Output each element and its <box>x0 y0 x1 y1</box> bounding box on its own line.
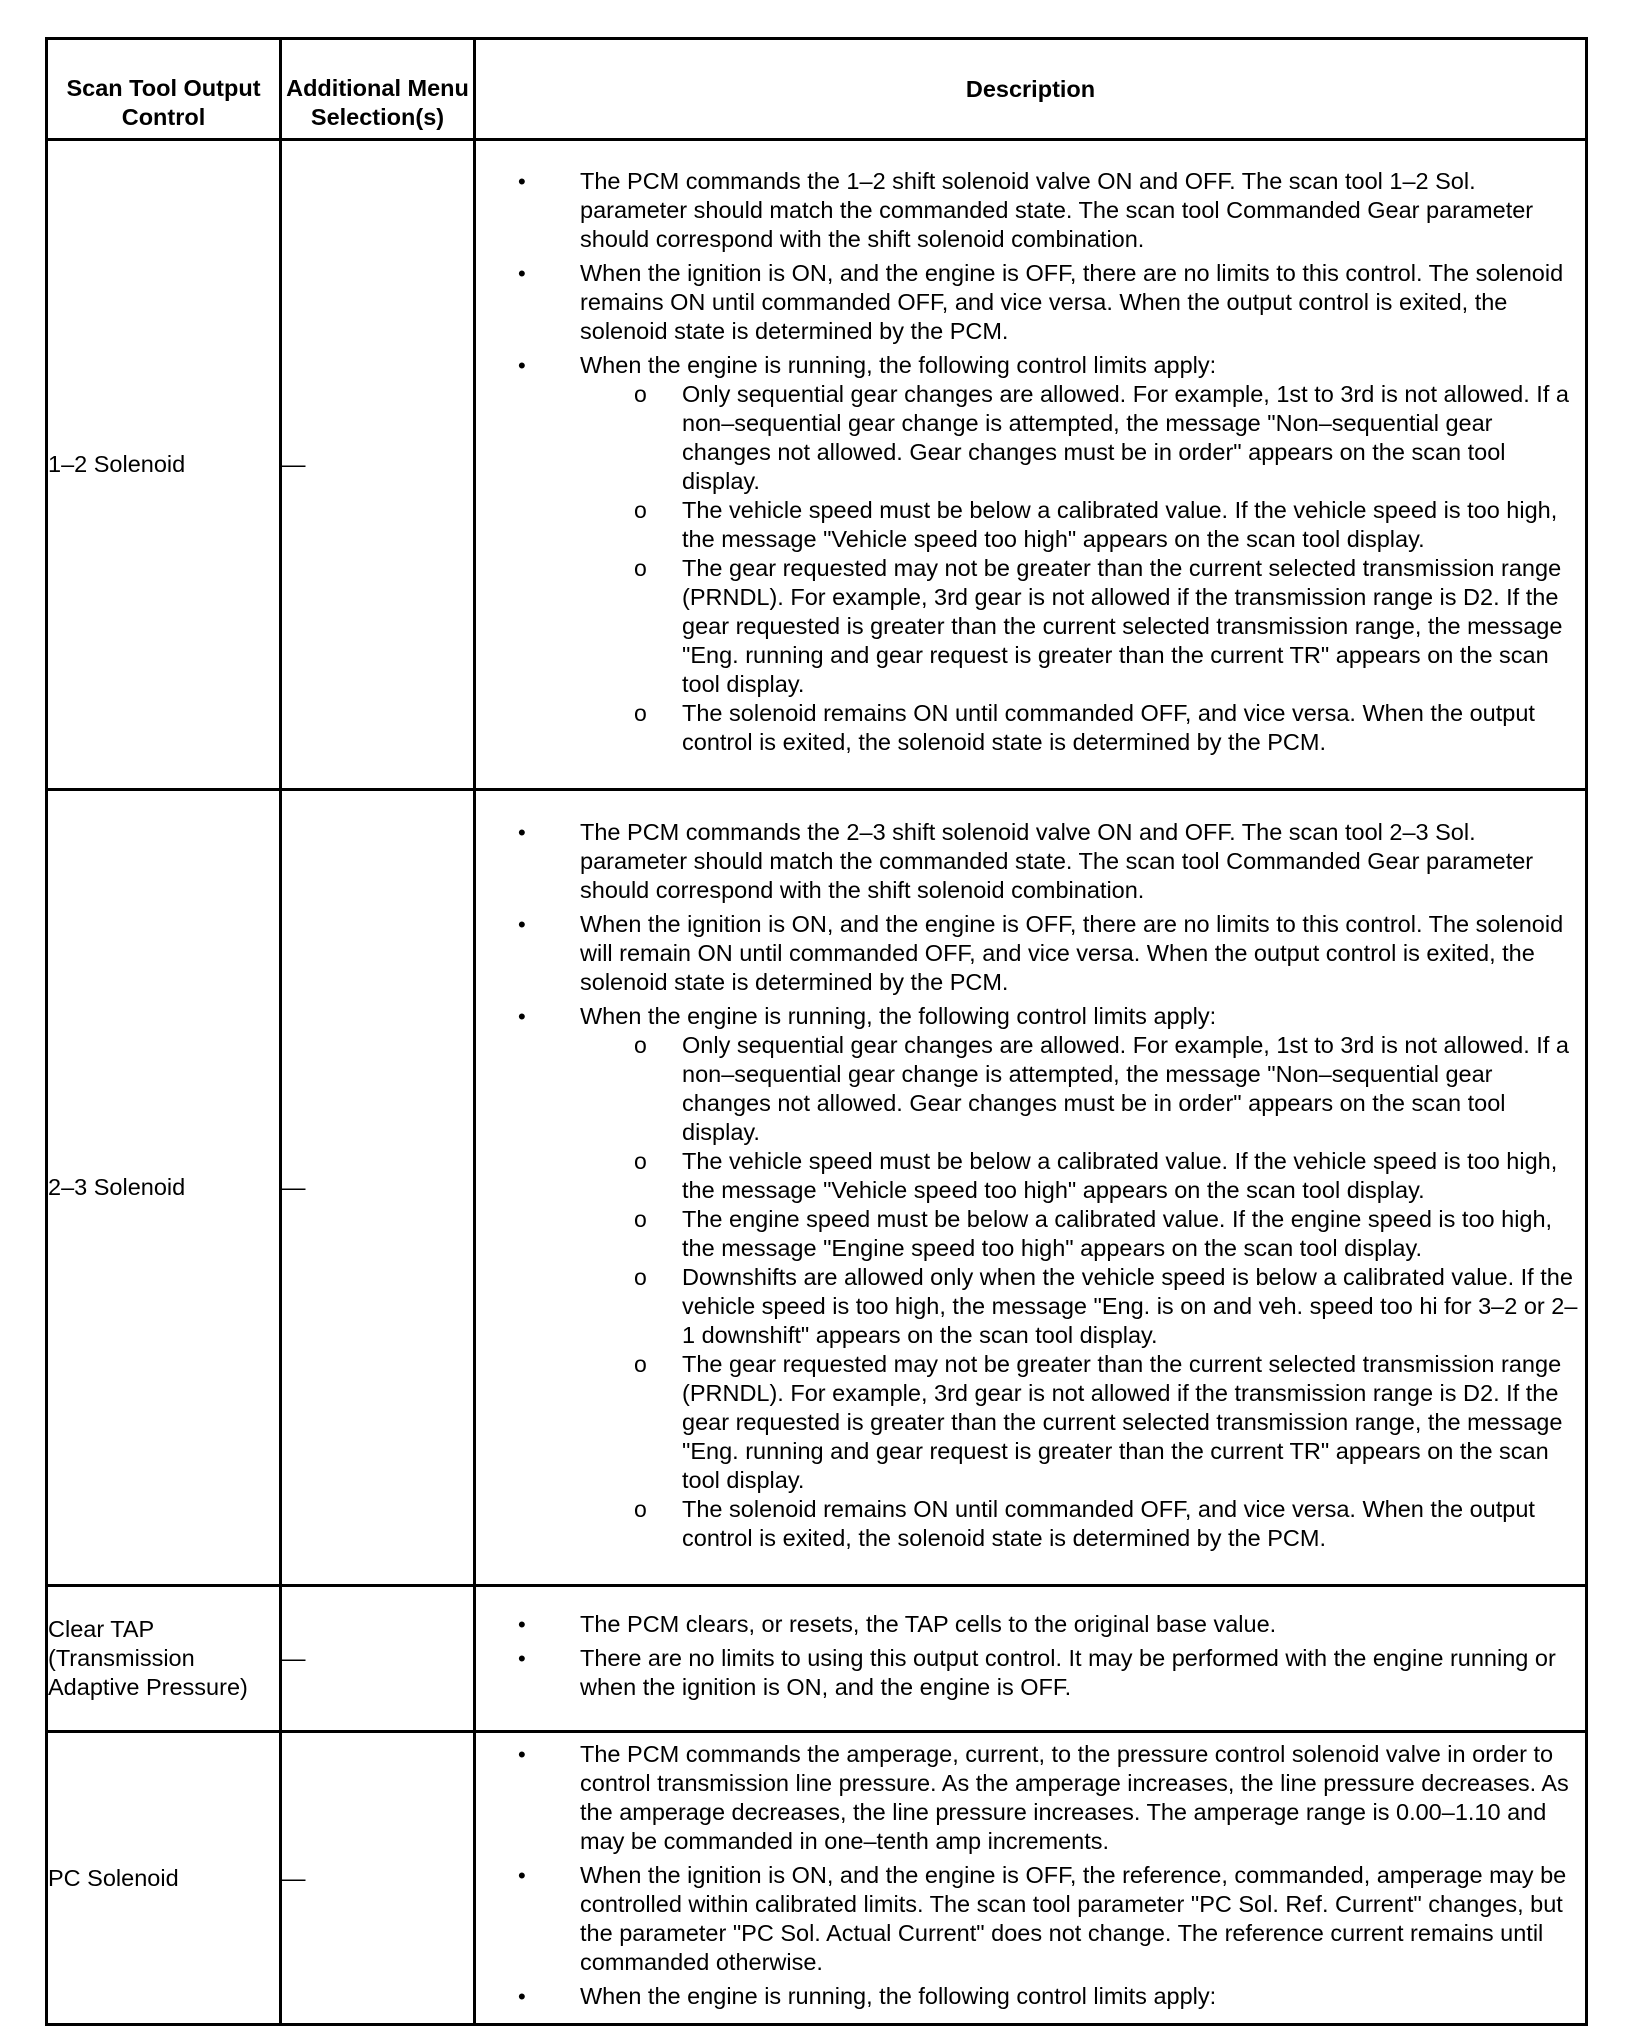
bullet-item: • When the ignition is ON, and the engine is OFF, there are no limits to this control. The solenoid will remain ON until commanded OFF, and vice versa. When the output control is exited, the solenoid state is determined by the PCM. <box>518 910 1564 995</box>
bullet-icon: • <box>518 819 526 845</box>
bullet-item: • When the engine is running, the following control limits apply: <box>518 1983 1217 2009</box>
bullet-icon: • <box>518 1003 526 1029</box>
control-name: PC Solenoid <box>47 1732 281 2025</box>
sub-bullet-item: o Only sequential gear changes are allowed. For example, 1st to 3rd is not allowed. If a non–sequential gear change is attempted, the message "Non–sequential gear changes not allowed. Gear changes must be in order" appears on the scan tool display. <box>634 381 1569 494</box>
bullet-item: • The PCM commands the 2–3 shift solenoid valve ON and OFF. The scan tool 2–3 Sol. parameter should match the commanded state. The scan tool Commanded Gear parameter should correspond with the shift solenoid combination. <box>518 818 1534 903</box>
sub-bullet-item: o Downshifts are allowed only when the vehicle speed is below a calibrated value. If the vehicle speed is too high, the message "Eng. is on and veh. speed too hi for 3–2 or 2–1 downshift" appears on the scan tool display. <box>634 1263 1578 1348</box>
sub-bullet-icon: o <box>634 497 647 523</box>
sub-bullet-item: o The vehicle speed must be below a calibrated value. If the vehicle speed is too high, the message "Vehicle speed too high" appears on the scan tool display. <box>634 1147 1558 1203</box>
menu-selection: — <box>281 1586 475 1732</box>
sub-bullet-item: o The engine speed must be below a calibrated value. If the engine speed is too high, the message "Engine speed too high" appears on the scan tool display. <box>634 1205 1553 1261</box>
bullet-icon: • <box>518 911 526 937</box>
bullet-icon: • <box>518 1984 526 2009</box>
sub-bullet-item: o The solenoid remains ON until commanded OFF, and vice versa. When the output control is exited, the solenoid state is determined by the PCM. <box>634 1495 1535 1551</box>
sub-bullet-item: o The gear requested may not be greater than the current selected transmission range (PRNDL). For example, 3rd gear is not allowed if the transmission range is D2. If the gear requested is greater than the current selected transmission range, the message "Eng. running and gear request is greater than the current TR" appears on the scan tool display. <box>634 555 1563 697</box>
table-row <box>47 140 1587 790</box>
table-row <box>47 790 1587 1586</box>
sub-bullet-item: o The vehicle speed must be below a calibrated value. If the vehicle speed is too high, the message "Vehicle speed too high" appears on the scan tool display. <box>634 497 1558 552</box>
bullet-item: • The PCM commands the amperage, current, to the pressure control solenoid valve in order to control transmission line pressure. As the amperage increases, the line pressure decreases. As the amperage decreases, the line pressure increases. The amperage range is 0.00–1.10 and may be commanded in one–tenth amp increments. <box>518 1741 1569 1854</box>
description-cell <box>475 1586 1587 1732</box>
bullet-icon: • <box>518 1742 526 1767</box>
control-name: 2–3 Solenoid <box>47 790 281 1586</box>
table-row <box>47 1586 1587 1732</box>
bullet-item: • The PCM commands the 1–2 shift solenoid valve ON and OFF. The scan tool 1–2 Sol. parameter should match the commanded state. The scan tool Commanded Gear parameter should correspond with the shift solenoid combination. <box>518 168 1534 252</box>
sub-bullet-icon: o <box>634 1263 647 1290</box>
bullet-icon: • <box>518 261 526 286</box>
menu-selection: — <box>281 140 475 790</box>
header-additional-menu-selections: Additional Menu Selection(s) <box>281 39 475 140</box>
header-description: Description <box>475 39 1587 140</box>
description-cell <box>475 1732 1587 2025</box>
sub-bullet-icon: o <box>634 1031 647 1058</box>
control-name: Clear TAP (Transmission Adaptive Pressure) <box>47 1586 281 1732</box>
sub-bullet-icon: o <box>634 381 647 407</box>
sub-bullet-icon: o <box>634 1205 647 1232</box>
header-row <box>47 39 1587 140</box>
sub-bullet-icon: o <box>634 700 647 726</box>
bullet-icon: • <box>518 1646 526 1671</box>
bullet-item: • When the ignition is ON, and the engine is OFF, there are no limits to this control. The solenoid remains ON until commanded OFF, and vice versa. When the output control is exited, the solenoid state is determined by the PCM. <box>518 260 1564 344</box>
description-cell <box>475 140 1587 790</box>
description-cell <box>475 790 1587 1586</box>
sub-bullet-item: o The solenoid remains ON until commanded OFF, and vice versa. When the output control is exited, the solenoid state is determined by the PCM. <box>634 700 1535 755</box>
menu-selection: — <box>281 790 475 1586</box>
control-name: 1–2 Solenoid <box>47 140 281 790</box>
bullet-item: • There are no limits to using this output control. It may be performed with the engine running or when the ignition is ON, and the engine is OFF. <box>518 1645 1556 1700</box>
bullet-icon: • <box>518 353 526 378</box>
header-scan-tool-output-control: Scan Tool Output Control <box>47 39 281 140</box>
menu-selection: — <box>281 1732 475 2025</box>
table-row <box>47 1732 1587 2025</box>
bullet-item: • When the engine is running, the following control limits apply: o Only sequential gear changes are allowed. For example, 1st to 3rd is not allowed. If a non–sequential gear change is attempted, the message "Non–sequential gear changes not allowed. Gear changes must be in order" appears on the scan tool display. o The vehicle speed must be below a calibrated value. If the vehicle speed is too high, the message "Vehicle speed too high" appears on the scan tool display. o The engine speed must be below a calibrated value. If the engine speed is too high, the message "Engine speed too high" appears on the scan tool display. o Downshifts are allowed only when the vehicle speed is below a calibrated value. If the vehicle speed is too high, the message "Eng. is on and veh. speed too hi for 3–2 or 2–1 downshift" appears on the scan tool display. o The gear requested may not be greater than the current selected transmission range (PRNDL). For example, 3rd gear is not allowed if the transmission range is D2. If the gear requested is greater than the current selected transmission range, the message "Eng. running and gear request is greater than the current TR" appears on the scan tool display. o The solenoid remains ON until commanded OFF, and vice versa. When the output control is exited, the solenoid state is determined by the PCM. <box>580 1002 1585 1553</box>
sub-bullet-item: o Only sequential gear changes are allowed. For example, 1st to 3rd is not allowed. If a non–sequential gear change is attempted, the message "Non–sequential gear changes not allowed. Gear changes must be in order" appears on the scan tool display. <box>634 1031 1569 1145</box>
bullet-item: • The PCM clears, or resets, the TAP cells to the original base value. <box>518 1611 1277 1637</box>
bullet-item: • When the ignition is ON, and the engine is OFF, the reference, commanded, amperage may be controlled within calibrated limits. The scan tool parameter "PC Sol. Ref. Current" changes, but the parameter "PC Sol. Actual Current" does not change. The reference current remains until commanded otherwise. <box>518 1862 1567 1975</box>
scan-tool-output-control-table <box>45 37 1588 2026</box>
bullet-item: • When the engine is running, the following control limits apply: o Only sequential gear changes are allowed. For example, 1st to 3rd is not allowed. If a non–sequential gear change is attempted, the message "Non–sequential gear changes not allowed. Gear changes must be in order" appears on the scan tool display. o The vehicle speed must be below a calibrated value. If the vehicle speed is too high, the message "Vehicle speed too high" appears on the scan tool display. o The gear requested may not be greater than the current selected transmission range (PRNDL). For example, 3rd gear is not allowed if the transmission range is D2. If the gear requested is greater than the current selected transmission range, the message "Eng. running and gear request is greater than the current TR" appears on the scan tool display. o The solenoid remains ON until commanded OFF, and vice versa. When the output control is exited, the solenoid state is determined by the PCM. <box>580 351 1585 757</box>
sub-bullet-icon: o <box>634 1495 647 1522</box>
sub-bullet-icon: o <box>634 1147 647 1174</box>
bullet-icon: • <box>518 169 526 194</box>
sub-bullet-icon: o <box>634 555 647 581</box>
sub-bullet-item: o The gear requested may not be greater than the current selected transmission range (PRNDL). For example, 3rd gear is not allowed if the transmission range is D2. If the gear requested is greater than the current selected transmission range, the message "Eng. running and gear request is greater than the current TR" appears on the scan tool display. <box>634 1350 1563 1493</box>
bullet-icon: • <box>518 1863 526 1888</box>
sub-bullet-icon: o <box>634 1350 647 1377</box>
bullet-icon: • <box>518 1612 526 1637</box>
